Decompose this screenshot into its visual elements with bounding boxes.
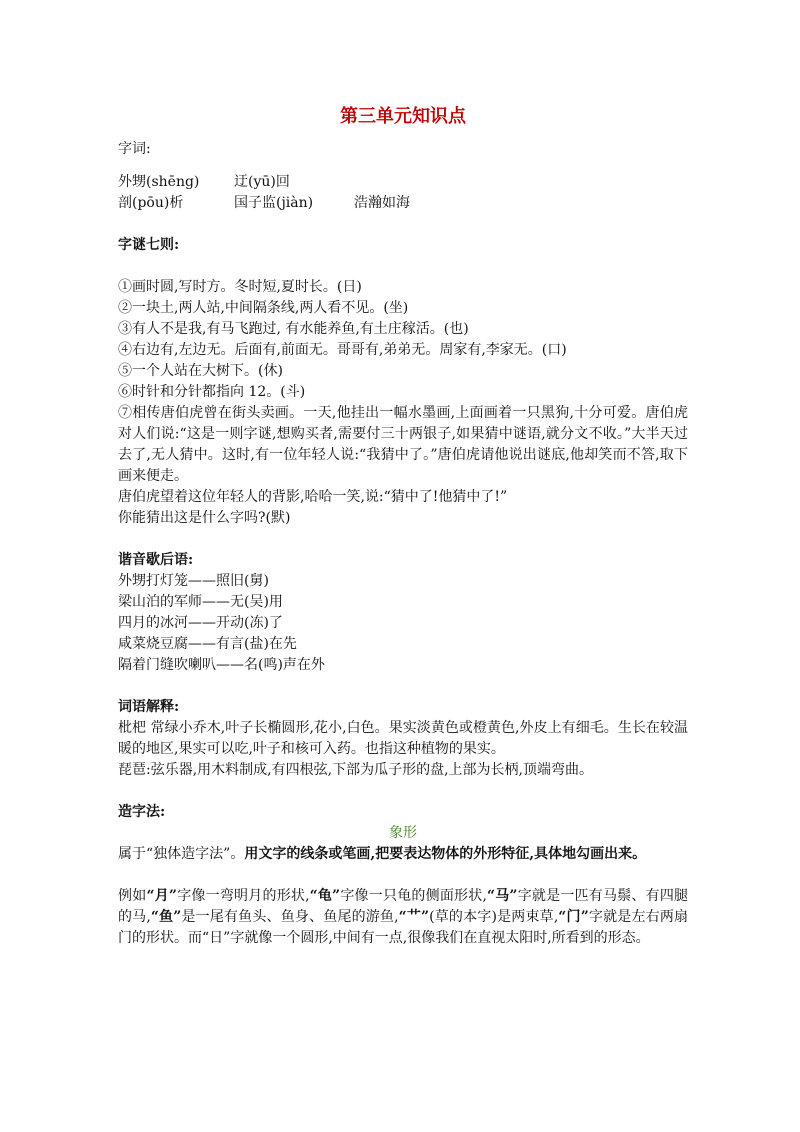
- xiehouyu-item: 咸菜烧豆腐——有言(盐)在先: [118, 636, 297, 652]
- riddles-heading: 字谜七则:: [118, 237, 180, 253]
- example-text: 字像一只龟的侧面形状,: [340, 888, 487, 904]
- ci-heading: 字词:: [118, 141, 151, 157]
- xiehouyu-item: 隔着门缝吹喇叭——名(鸣)声在外: [118, 657, 325, 673]
- zaozi-subheading: 象形: [389, 825, 417, 841]
- example-text: 例如: [118, 888, 147, 904]
- ci-word: 国子监(jiàn): [234, 195, 314, 211]
- page-title: 第三单元知识点: [340, 106, 466, 127]
- example-text: 字就是一匹有马鬃、有四腿的马,: [118, 888, 689, 925]
- riddle-story-3: 你能猜出这是什么字吗?(默): [118, 510, 291, 526]
- example-keyword: “月”: [146, 888, 177, 904]
- ci-word: 浩瀚如海: [354, 195, 410, 211]
- riddle-item: ③有人不是我,有马飞跑过, 有水能养鱼,有土庄稼活。(也): [118, 321, 469, 337]
- example-keyword: “龟”: [309, 888, 341, 904]
- zaozi-heading: 造字法:: [118, 804, 166, 820]
- example-text: (草的本字)是两束草,: [429, 909, 559, 925]
- example-text: 是一尾有鱼头、鱼身、鱼尾的游鱼,: [181, 909, 399, 925]
- zaozi-def-bold: 用文字的线条或笔画,把要表达物体的外形特征,具体地勾画出来。: [244, 846, 647, 862]
- riddle-item: ⑤一个人站在大树下。(休): [118, 363, 283, 379]
- riddle-item: ⑥时针和分针都指向 12。(斗): [118, 384, 306, 400]
- example-keyword: “鱼”: [150, 909, 182, 925]
- explain-paragraph-1: 枇杷 常绿小乔木,叶子长椭圆形,花小,白色。果实淡黄色或橙黄色,外皮上有细毛。生长在较温暖的地区,果实可以吃,叶子和核可入药。也指这种植物的果实。: [118, 720, 688, 757]
- explain-paragraph-2: 琵琶:弦乐器,用木料制成,有四根弦,下部为瓜子形的盘,上部为长柄,顶端弯曲。: [118, 762, 593, 778]
- ci-row-1: [118, 172, 688, 193]
- riddle-item: ④右边有,左边无。后面有,前面无。哥哥有,弟弟无。周家有,李家无。(口): [118, 342, 567, 358]
- riddle-story-2: 唐伯虎望着这位年轻人的背影,哈哈一笑,说:“猜中了!他猜中了!”: [118, 489, 508, 505]
- example-keyword: “马”: [486, 888, 518, 904]
- xiehouyu-item: 外甥打灯笼——照旧(舅): [118, 573, 269, 589]
- explain-heading: 词语解释:: [118, 699, 180, 715]
- ci-row-2: [118, 193, 688, 214]
- example-keyword: “艹”: [398, 909, 430, 925]
- example-text: 字就是左右两扇门的形状。而“日”字就像一个圆形,中间有一点,很像我们在直视太阳时,所看到的形态。: [118, 909, 689, 946]
- riddle-item: ②一块土,两人站,中间隔条线,两人看不见。(坐): [118, 300, 409, 316]
- zaozi-definition: [118, 844, 688, 865]
- zaozi-example: [118, 886, 688, 949]
- example-keyword: “门”: [558, 909, 589, 925]
- xiehouyu-heading: 谐音歇后语:: [118, 552, 194, 568]
- ci-word: 剖(pōu)析: [118, 195, 184, 211]
- xiehouyu-item: 四月的冰河——开动(冻)了: [118, 615, 283, 631]
- document-page: [118, 104, 688, 949]
- ci-word: 外甥(shēng): [118, 174, 200, 190]
- riddle-item: ①画时圆,写时方。冬时短,夏时长。(日): [118, 279, 362, 295]
- example-text: 字像一弯明月的形状,: [176, 888, 310, 904]
- ci-word: 迂(yū)回: [234, 174, 290, 190]
- riddle-story: ⑦相传唐伯虎曾在街头卖画。一天,他挂出一幅水墨画,上面画着一只黑狗,十分可爱。唐伯虎对人们说:“这是一则字谜,想购买者,需要付三十两银子,如果猜中谜语,就分文不收。”大半天过去了,无人猜中。这时,有一位年轻人说:“我猜中了。”唐伯虎请他说出谜底,他却笑而不答,取下画来便走。: [118, 405, 688, 484]
- zaozi-def-prefix: 属于“独体造字法”。: [118, 846, 245, 862]
- xiehouyu-item: 梁山泊的军师——无(吴)用: [118, 594, 283, 610]
